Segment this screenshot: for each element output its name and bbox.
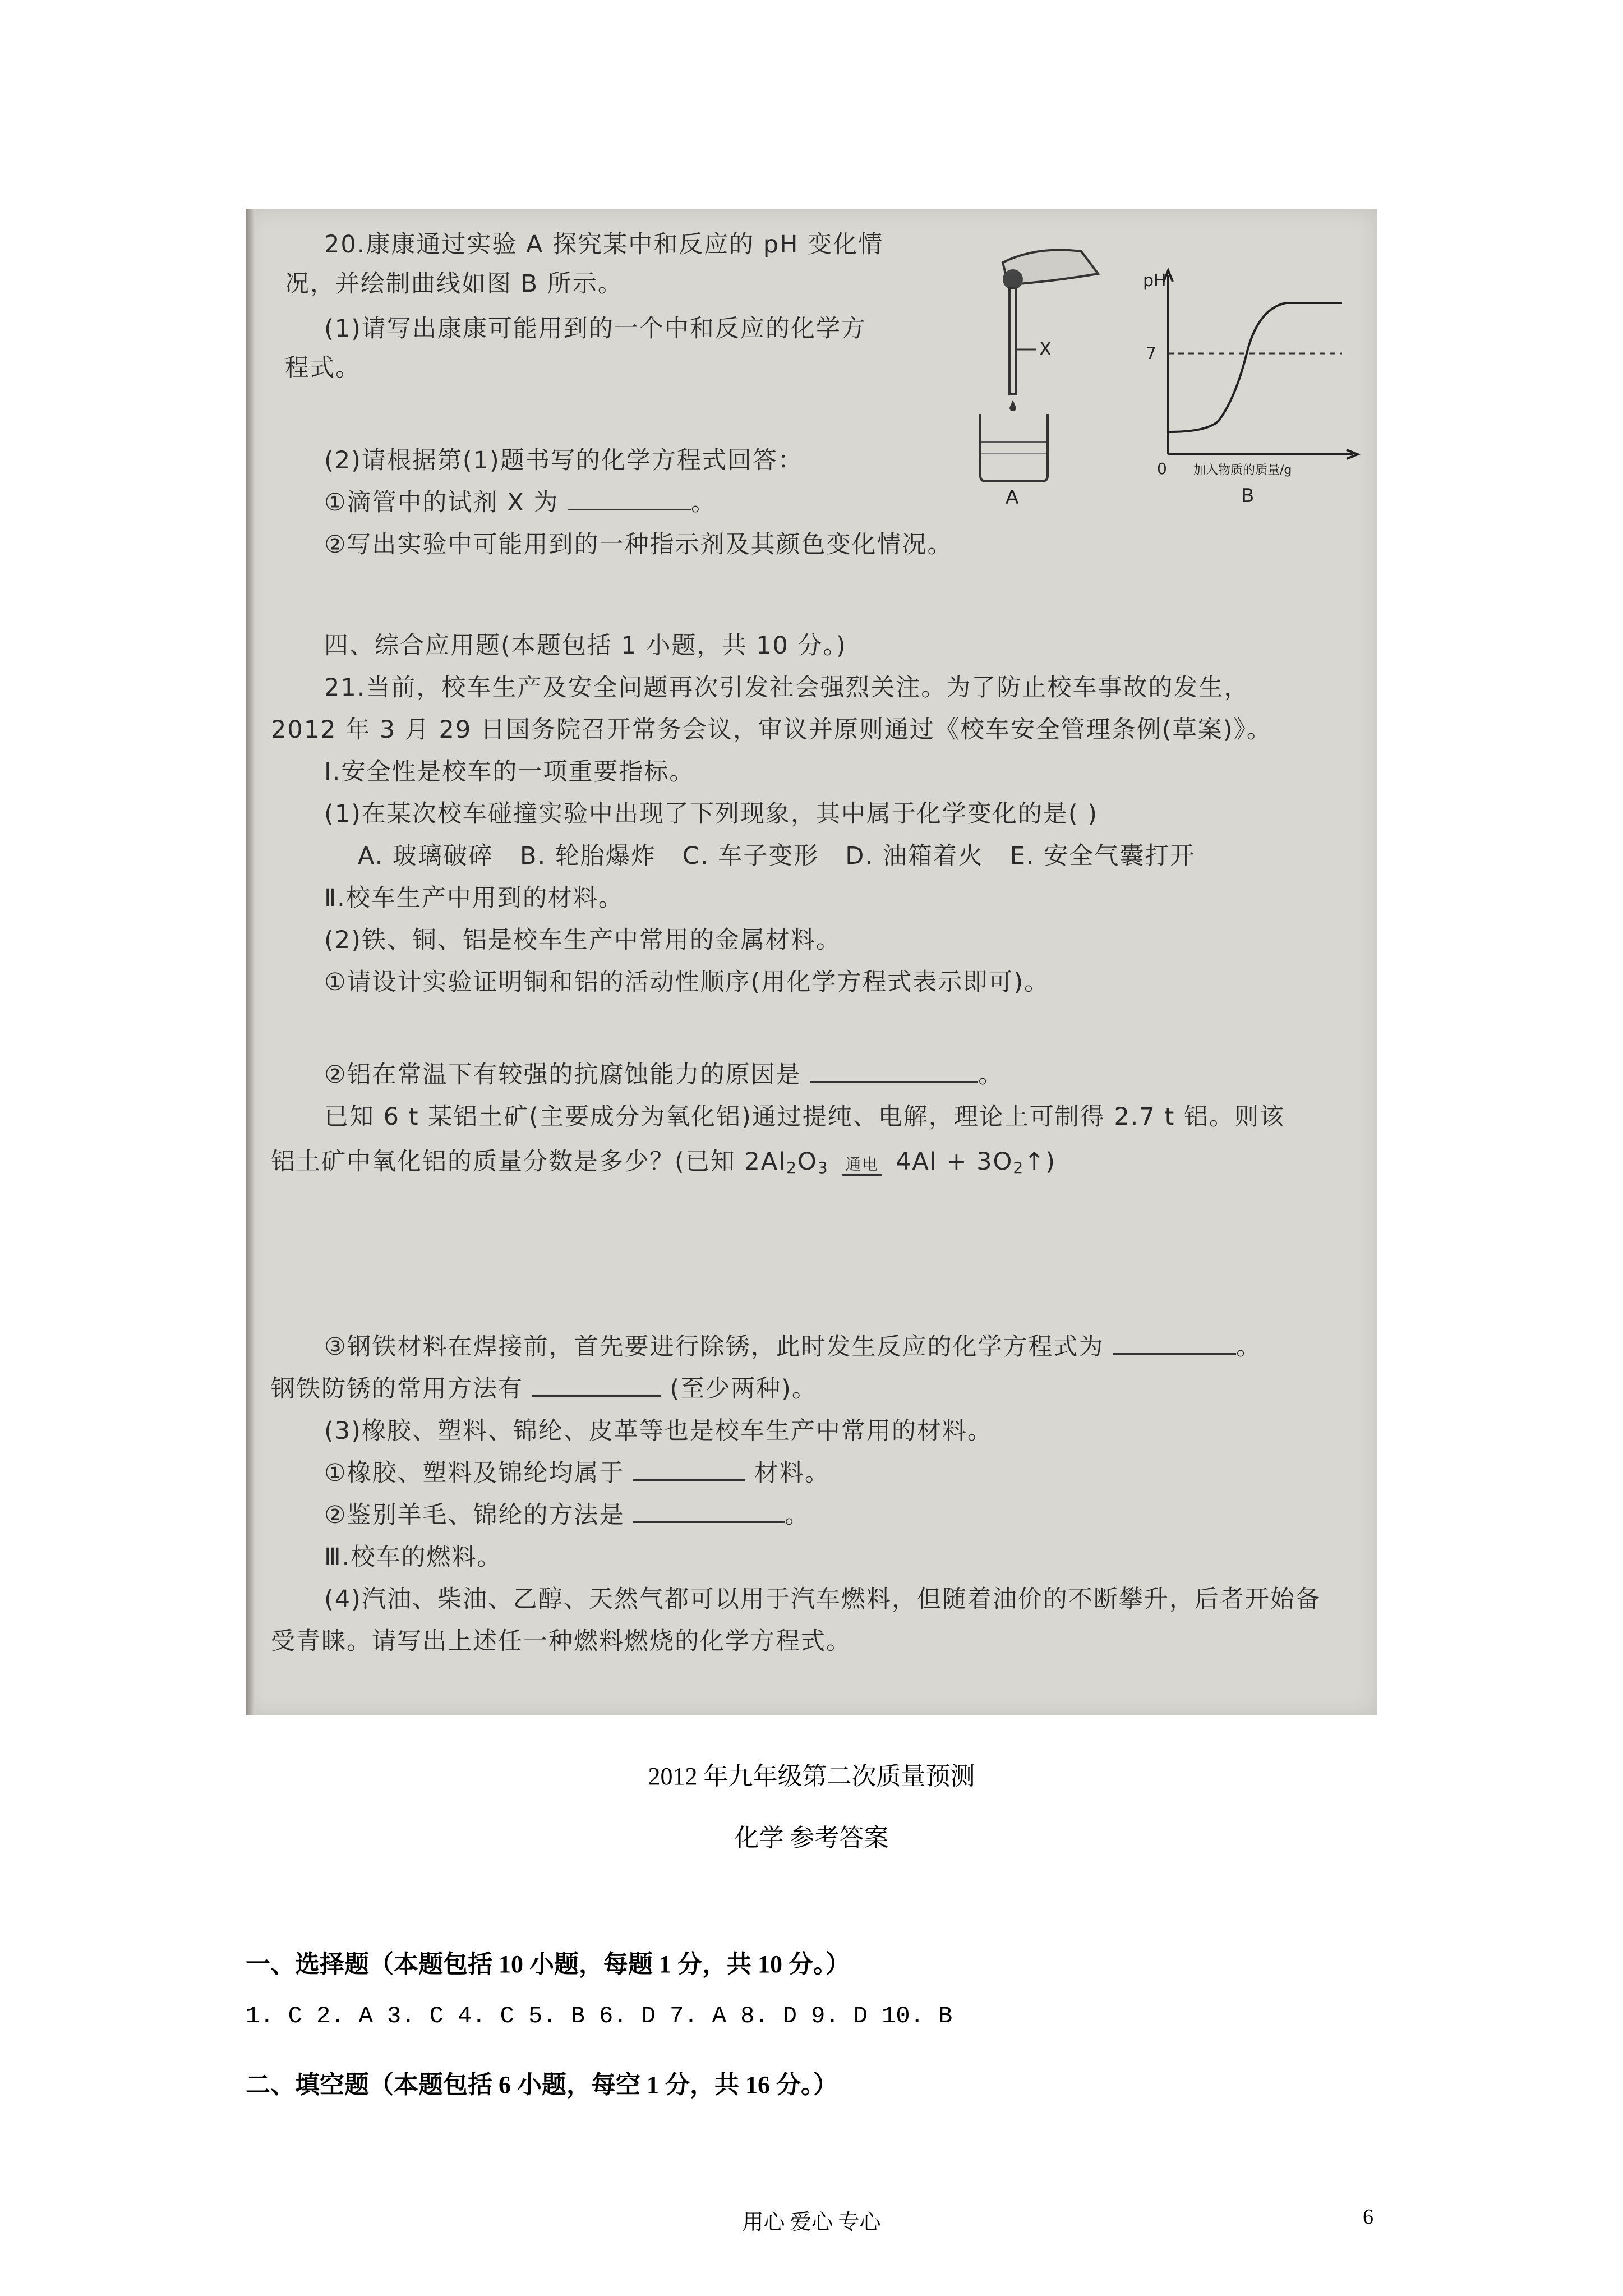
section1-answers: 1. C 2. A 3. C 4. C 5. B 6. D 7. A 8. D 9. D 10. B bbox=[246, 2003, 953, 2030]
label-x: X bbox=[1039, 338, 1052, 360]
q21-ii2b: ②铝在常温下有较强的抗腐蚀能力的原因是 。 bbox=[324, 1061, 1004, 1089]
q20-p2b: ②写出实验中可能用到的一种指示剂及其颜色变化情况。 bbox=[324, 531, 953, 559]
answer-key-title: 2012 年九年级第二次质量预测 bbox=[648, 1763, 975, 1790]
section-ii-title: Ⅱ.校车生产中用到的材料。 bbox=[324, 884, 624, 912]
answer-blank bbox=[1113, 1333, 1236, 1355]
q21-ii2: (2)铁、铜、铝是校车生产中常用的金属材料。 bbox=[324, 926, 841, 954]
drop bbox=[1009, 400, 1016, 411]
dropper-tube bbox=[1009, 288, 1016, 394]
q21-ii2c-line1: 已知 6 t 某铝土矿(主要成分为氧化铝)通过提纯、电解，理论上可制得 2.7 t 铝。则该 bbox=[324, 1103, 1285, 1131]
answer-blank bbox=[810, 1061, 978, 1083]
q20-line1: 20.康康通过实验 A 探究某中和反应的 pH 变化情 bbox=[324, 231, 884, 259]
answer-blank bbox=[633, 1501, 785, 1523]
label-b: B bbox=[1241, 485, 1255, 505]
section-i-title: Ⅰ.安全性是校车的一项重要指标。 bbox=[324, 758, 695, 786]
ph-curve bbox=[1169, 303, 1342, 432]
q21-ii2a: ①请设计实验证明铜和铝的活动性顺序(用化学方程式表示即可)。 bbox=[324, 968, 1050, 996]
option-d: D. 油箱着火 bbox=[845, 842, 984, 870]
q21-ii2d: ③钢铁材料在焊接前，首先要进行除锈，此时发生反应的化学方程式为 。 bbox=[324, 1333, 1262, 1361]
q21-line1: 21.当前，校车生产及安全问题再次引发社会强烈关注。为了防止校车事故的发生， bbox=[324, 674, 1249, 702]
page-number: 6 bbox=[1363, 2205, 1373, 2229]
label-a: A bbox=[1006, 486, 1019, 504]
q21-ii3a: ①橡胶、塑料及锦纶均属于 材料。 bbox=[324, 1459, 830, 1487]
q20-line2: 况，并绘制曲线如图 B 所示。 bbox=[285, 270, 623, 298]
q21-ii3b: ②鉴别羊毛、锦纶的方法是 。 bbox=[324, 1501, 810, 1529]
section2-heading: 二、填空题（本题包括 6 小题，每空 1 分，共 16 分。） bbox=[246, 2071, 838, 2099]
q20-p1-line2: 程式。 bbox=[285, 354, 361, 382]
section-iii-title: Ⅲ.校车的燃料。 bbox=[324, 1543, 502, 1571]
beaker bbox=[980, 414, 1048, 481]
scanned-exam-photo bbox=[246, 209, 1377, 1715]
q21-i1: (1)在某次校车碰撞实验中出现了下列现象，其中属于化学变化的是( ) bbox=[324, 800, 1099, 828]
section4-title: 四、综合应用题(本题包括 1 小题，共 10 分。) bbox=[324, 632, 847, 660]
q20-p2: (2)请根据第(1)题书写的化学方程式回答： bbox=[324, 447, 803, 475]
q21-iii4-line2: 受青睐。请写出上述任一种燃料燃烧的化学方程式。 bbox=[271, 1627, 851, 1655]
q21-ii2c-line2: 铝土矿中氧化铝的质量分数是多少？(已知 $2Al_2O_3$ 通电 $4Al + 3O_2↑$) bbox=[271, 1148, 1056, 1177]
q20-p1-line1: (1)请写出康康可能用到的一个中和反应的化学方 bbox=[324, 315, 866, 343]
ph-curve-figure-b bbox=[1140, 264, 1364, 505]
answer-key-subtitle: 化学 参考答案 bbox=[734, 1824, 889, 1852]
experiment-figure-a bbox=[969, 240, 1109, 504]
origin-label: 0 bbox=[1157, 459, 1167, 478]
footer-motto: 用心 爱心 专心 bbox=[742, 2211, 881, 2234]
axis-y-label: pH bbox=[1143, 271, 1166, 291]
q21-ii2e: 钢铁防锈的常用方法有 (至少两种)。 bbox=[271, 1375, 817, 1403]
q21-iii4-line1: (4)汽油、柴油、乙醇、天然气都可以用于汽车燃料，但随着油价的不断攀升，后者开始备 bbox=[324, 1585, 1321, 1613]
answer-blank bbox=[568, 489, 691, 510]
section1-heading: 一、选择题（本题包括 10 小题，每题 1 分，共 10 分。） bbox=[246, 1950, 850, 1978]
page-edge-shadow bbox=[246, 209, 255, 1715]
answer-blank bbox=[532, 1375, 661, 1397]
axis-x-label: 加入物质的质量/g bbox=[1193, 463, 1292, 477]
option-a: A. 玻璃破碎 bbox=[358, 842, 494, 870]
q21-options bbox=[358, 837, 1195, 871]
q21-ii3: (3)橡胶、塑料、锦纶、皮革等也是校车生产中常用的材料。 bbox=[324, 1417, 993, 1445]
reaction-condition: 通电 bbox=[842, 1155, 882, 1176]
option-c: C. 车子变形 bbox=[682, 842, 819, 870]
option-e: E. 安全气囊打开 bbox=[1009, 842, 1196, 870]
option-b: B. 轮胎爆炸 bbox=[520, 842, 656, 870]
dropper-bulb bbox=[1003, 269, 1023, 289]
q21-line2: 2012 年 3 月 29 日国务院召开常务会议，审议并原则通过《校车安全管理条例(草案)》。 bbox=[271, 716, 1272, 744]
q20-p2a: ①滴管中的试剂 X 为 。 bbox=[324, 489, 717, 517]
tick-7: 7 bbox=[1146, 344, 1157, 364]
answer-blank bbox=[633, 1459, 745, 1481]
